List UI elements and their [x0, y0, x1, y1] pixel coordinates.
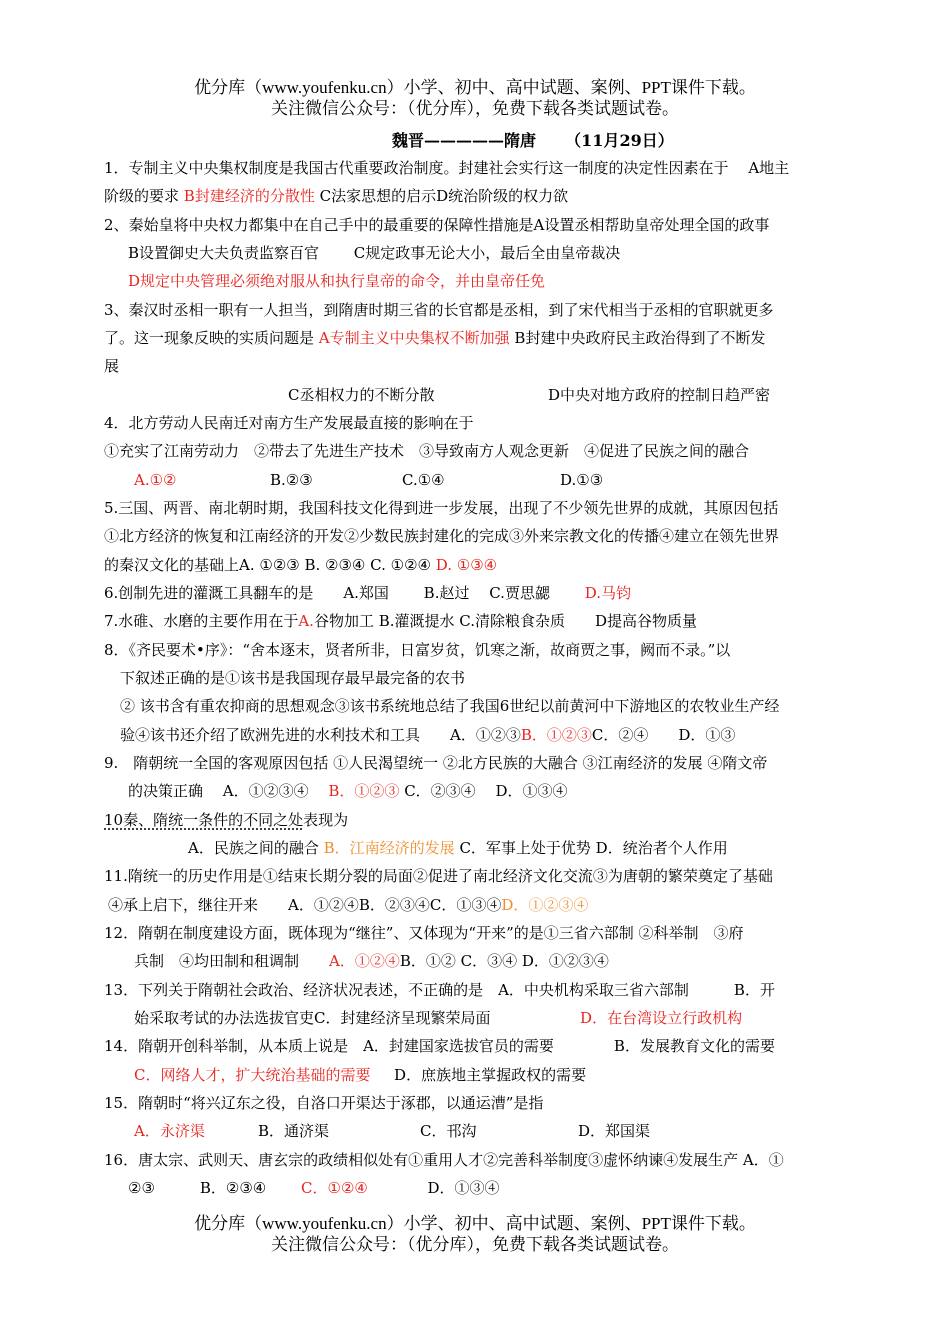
q10-answer: B．江南经济的发展 — [323, 839, 455, 857]
q15-option-c: C．邗沟 — [420, 1122, 477, 1140]
q11-answer: D．①②③④ — [501, 896, 589, 914]
q5-line-3: 的秦汉文化的基础上A. ①②③ B. ②③④ C. ①②④ D. ①③④ — [104, 556, 498, 574]
q7-answer: A. — [298, 612, 314, 630]
q4-option-c: C.①④ — [402, 471, 445, 489]
q3-option-c: C丞相权力的不断分散 — [288, 386, 435, 404]
q11-line-2: ④承上启下，继往开来 A．①②④B．②③④C．①③④D．①②③④ — [108, 896, 589, 914]
q15-option-d: D．郑国渠 — [578, 1122, 651, 1140]
q1-line-2: 阶级的要求 B封建经济的分散性 C法家思想的启示D统治阶级的权力欲 — [104, 187, 569, 205]
q5-answer: D. ①③④ — [435, 556, 498, 574]
footer-line-2: 关注微信公众号：（优分库），免费下载各类试题试卷。 — [271, 1235, 679, 1254]
q15-line-1: 15．隋朝时“将兴辽东之役，自洛口开渠达于涿郡，以通运漕”是指 — [104, 1094, 544, 1112]
q1-line-1: 1．专制主义中央集权制度是我国古代重要政治制度。封建社会实行这一制度的决定性因素在于 A地主 — [104, 159, 790, 177]
q14-line-2: C．网络人才，扩大统治基础的需要 D．庶族地主掌握政权的需要 — [134, 1066, 587, 1084]
q6-answer: D.马钧 — [584, 584, 631, 602]
q1-answer: B封建经济的分散性 — [183, 187, 315, 205]
q8-answer: B．①②③ — [520, 726, 592, 744]
q13-line-1: 13．下列关于隋朝社会政治、经济状况表述，不正确的是 A．中央机构采取三省六部制 B．开 — [104, 981, 775, 999]
q2-line-2: B设置御史大夫负责监察百官 C规定政事无论大小，最后全由皇帝裁决 — [128, 244, 621, 262]
q5-line-2: ①北方经济的恢复和江南经济的开发②少数民族封建化的完成③外来宗教文化的传播④建立在领先世界 — [104, 527, 780, 545]
q11-line-1: 11.隋统一的历史作用是①结束长期分裂的局面②促进了南北经济文化交流③为唐朝的繁荣奠定了基础 — [104, 867, 773, 885]
q12-answer: A．①②④ — [329, 952, 400, 970]
q8-line-4: 验④该书还介绍了欧洲先进的水利技术和工具 A．①②③B．①②③C．②④ D．①③ — [120, 726, 736, 744]
q2-line-1: 2、秦始皇将中央权力都集中在自己手中的最重要的保障性措施是A设置丞相帮助皇帝处理全国的政事 — [104, 216, 770, 234]
q9-answer: B．①②③ — [328, 782, 400, 800]
header-line-2: 关注微信公众号：（优分库），免费下载各类试题试卷。 — [271, 99, 679, 118]
q5-line-1: 5.三国、两晋、南北朝时期，我国科技文化得到进一步发展，出现了不少领先世界的成就，其原因包括 — [104, 499, 779, 517]
q3-line-1: 3、秦汉时丞相一职有一人担当，到隋唐时期三省的长官都是丞相，到了宋代相当于丞相的官职就更多 — [104, 301, 774, 319]
q4-line-1: 4．北方劳动人民南迁对南方生产发展最直接的影响在于 — [104, 414, 474, 432]
q4-answer: A.①② — [134, 471, 177, 489]
q6-line-1: 6.创制先进的灌溉工具翻车的是 A.郑国 B.赵过 C.贾思勰 D.马钧 — [104, 584, 631, 602]
q4-option-b: B.②③ — [270, 471, 313, 489]
q7-line-1: 7.水碓、水磨的主要作用在于A.谷物加工 B.灌溉提水 C.清除粮食杂质 D提高谷物质量 — [104, 612, 698, 630]
page-title — [392, 128, 674, 151]
q8-line-2: 下叙述正确的是①该书是我国现存最早最完备的农书 — [120, 669, 466, 687]
q10-line-1: 10秦、隋统一条件的不同之处表现为 — [104, 811, 349, 829]
q12-line-1: 12．隋朝在制度建设方面，既体现为“继往”、又体现为“开来”的是①三省六部制 ②科举制 ③府 — [104, 924, 744, 942]
header-line-1: 优分库（www.youfenku.cn）小学、初中、高中试题、案例、PPT课件下载。 — [194, 78, 756, 97]
q14-line-1: 14．隋朝开创科举制，从本质上说是 A．封建国家选拔官员的需要 B．发展教育文化的需要 — [104, 1037, 775, 1055]
title-date: （11月29日） — [565, 131, 674, 150]
q15-answer: A．永济渠 — [134, 1122, 205, 1140]
q9-line-1: 9. 隋朝统一全国的客观原因包括 ①人民渴望统一 ②北方民族的大融合 ③江南经济的发展 ④隋文帝 — [104, 754, 768, 772]
q13-line-2: 始采取考试的办法选拔官吏C．封建经济呈现繁荣局面 D．在台湾设立行政机构 — [134, 1009, 743, 1027]
q14-answer: C．网络人才，扩大统治基础的需要 — [134, 1066, 371, 1084]
q13-answer: D．在台湾设立行政机构 — [580, 1009, 743, 1027]
q8-line-3: ② 该书含有重农抑商的思想观念③该书系统地总结了我国6世纪以前黄河中下游地区的农牧业生产经 — [120, 697, 780, 715]
q3-line-3: 展 — [104, 357, 120, 375]
q15-option-b: B．通济渠 — [258, 1122, 330, 1140]
q16-line-1: 16．唐太宗、武则天、唐玄宗的政绩相似处有①重用人才②完善科举制度③虚怀纳谏④发展生产 A．① — [104, 1151, 784, 1169]
q16-answer: C．①②④ — [301, 1179, 368, 1197]
q9-line-2: 的决策正确 A．①②③④ B．①②③ C．②③④ D．①③④ — [128, 782, 568, 800]
q12-line-2: 兵制 ④均田制和租调制 A．①②④B．①② C．③④ D．①②③④ — [134, 952, 609, 970]
q3-answer: A专制主义中央集权不断加强 — [318, 329, 510, 347]
q4-line-2: ①充实了江南劳动力 ②带去了先进生产技术 ③导致南方人观念更新 ④促进了民族之间的融合 — [104, 442, 750, 460]
q2-answer: D规定中央管理必须绝对服从和执行皇帝的命令，并由皇帝任免 — [128, 272, 546, 290]
title-text: 魏晋—————隋唐 — [392, 131, 537, 150]
q8-line-1: 8．《齐民要术•序》：“舍本逐末，贤者所非，日富岁贫，饥寒之渐，故商贾之事，阙而不录。”以 — [104, 641, 731, 659]
q4-option-d: D.①③ — [560, 471, 604, 489]
q3-line-2: 了。这一现象反映的实质问题是 A专制主义中央集权不断加强 B封建中央政府民主政治得到了不断发 — [104, 329, 766, 347]
q3-option-d: D中央对地方政府的控制日趋严密 — [548, 386, 771, 404]
q16-line-2: ②③ B．②③④ C．①②④ D．①③④ — [128, 1179, 500, 1197]
q10-line-2: A．民族之间的融合 B．江南经济的发展 C．军事上处于优势 D．统治者个人作用 — [188, 839, 728, 857]
footer-line-1: 优分库（www.youfenku.cn）小学、初中、高中试题、案例、PPT课件下载。 — [194, 1214, 756, 1233]
